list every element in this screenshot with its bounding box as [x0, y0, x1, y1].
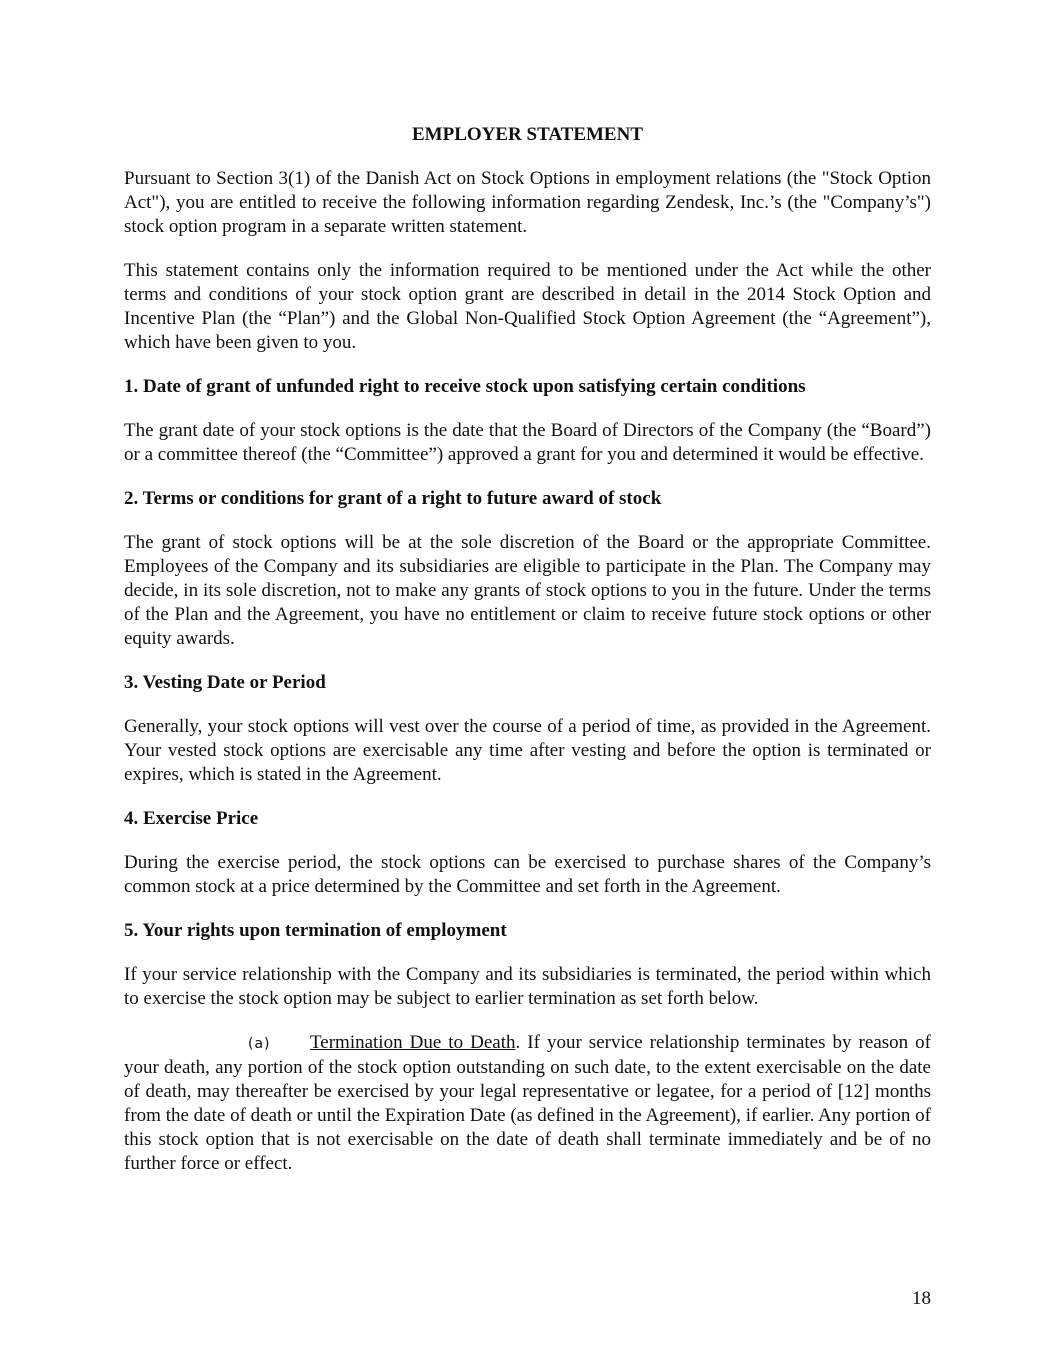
section-body: Generally, your stock options will vest over the course of a period of time, as provided in the Agreement. Your vested stock options are exercisable any time after vesting and before the option is terminated or expires, which is stated in the Agreement. — [124, 716, 931, 785]
section-heading: 1. Date of grant of unfunded right to receive stock upon satisfying certain conditions — [124, 376, 806, 397]
section-body: The grant date of your stock options is the date that the Board of Directors of the Company (the “Board”) or a committee thereof (the “Committee”) approved a grant for you and determined it would be effective. — [124, 420, 931, 465]
section-body: If your service relationship with the Company and its subsidiaries is terminated, the period within which to exercise the stock option may be subject to earlier termination as set forth below. — [124, 964, 931, 1009]
section-body: During the exercise period, the stock options can be exercised to purchase shares of the Company’s common stock at a price determined by the Committee and set forth in the Agreement. — [124, 852, 931, 897]
subsection-title: Termination Due to Death — [310, 1032, 516, 1053]
section-body: The grant of stock options will be at the sole discretion of the Board or the appropriate Committee. Employees of the Company and its subsidiaries are eligible to participate in the Plan. The Company may decide, in its sole discretion, not to make any grants of stock options to you in the future. Under the terms of the Plan and the Agreement, you have no entitlement or claim to receive future stock options or other equity awards. — [124, 532, 931, 649]
intro-paragraph: This statement contains only the information required to be mentioned under the Act while the other terms and conditions of your stock option grant are described in detail in the 2014 Stock Option and Incentive Plan (the “Plan”) and the Global Non-Qualified Stock Option Agreement (the “Agreement”), which have been given to you. — [124, 260, 931, 353]
page-title: EMPLOYER STATEMENT — [411, 124, 643, 145]
page-number: 18 — [912, 1288, 931, 1309]
subsection-label: (a) — [248, 1036, 271, 1052]
section-heading: 2. Terms or conditions for grant of a right to future award of stock — [124, 488, 662, 509]
subsection-a — [124, 1031, 931, 1176]
section-heading: 3. Vesting Date or Period — [124, 672, 326, 693]
subsection-text: . If your service relationship terminates by reason of your death, any portion of the stock option outstanding on such date, to the extent exercisable on the date of death, may thereafter be exercised by your legal representative or legatee, for a period of [12] months from the date of death or until the Expiration Date (as defined in the Agreement), if earlier. Any portion of this stock option that is not exercisable on the date of death shall terminate immediately and be of no further force or effect. — [124, 1032, 931, 1174]
section-heading: 4. Exercise Price — [124, 808, 259, 829]
section-heading: 5. Your rights upon termination of employment — [124, 920, 507, 941]
document-page — [124, 123, 931, 1196]
intro-paragraph: Pursuant to Section 3(1) of the Danish Act on Stock Options in employment relations (the "Stock Option Act"), you are entitled to receive the following information regarding Zendesk, Inc.’s (the "Company’s") stock option program in a separate written statement. — [124, 168, 931, 237]
